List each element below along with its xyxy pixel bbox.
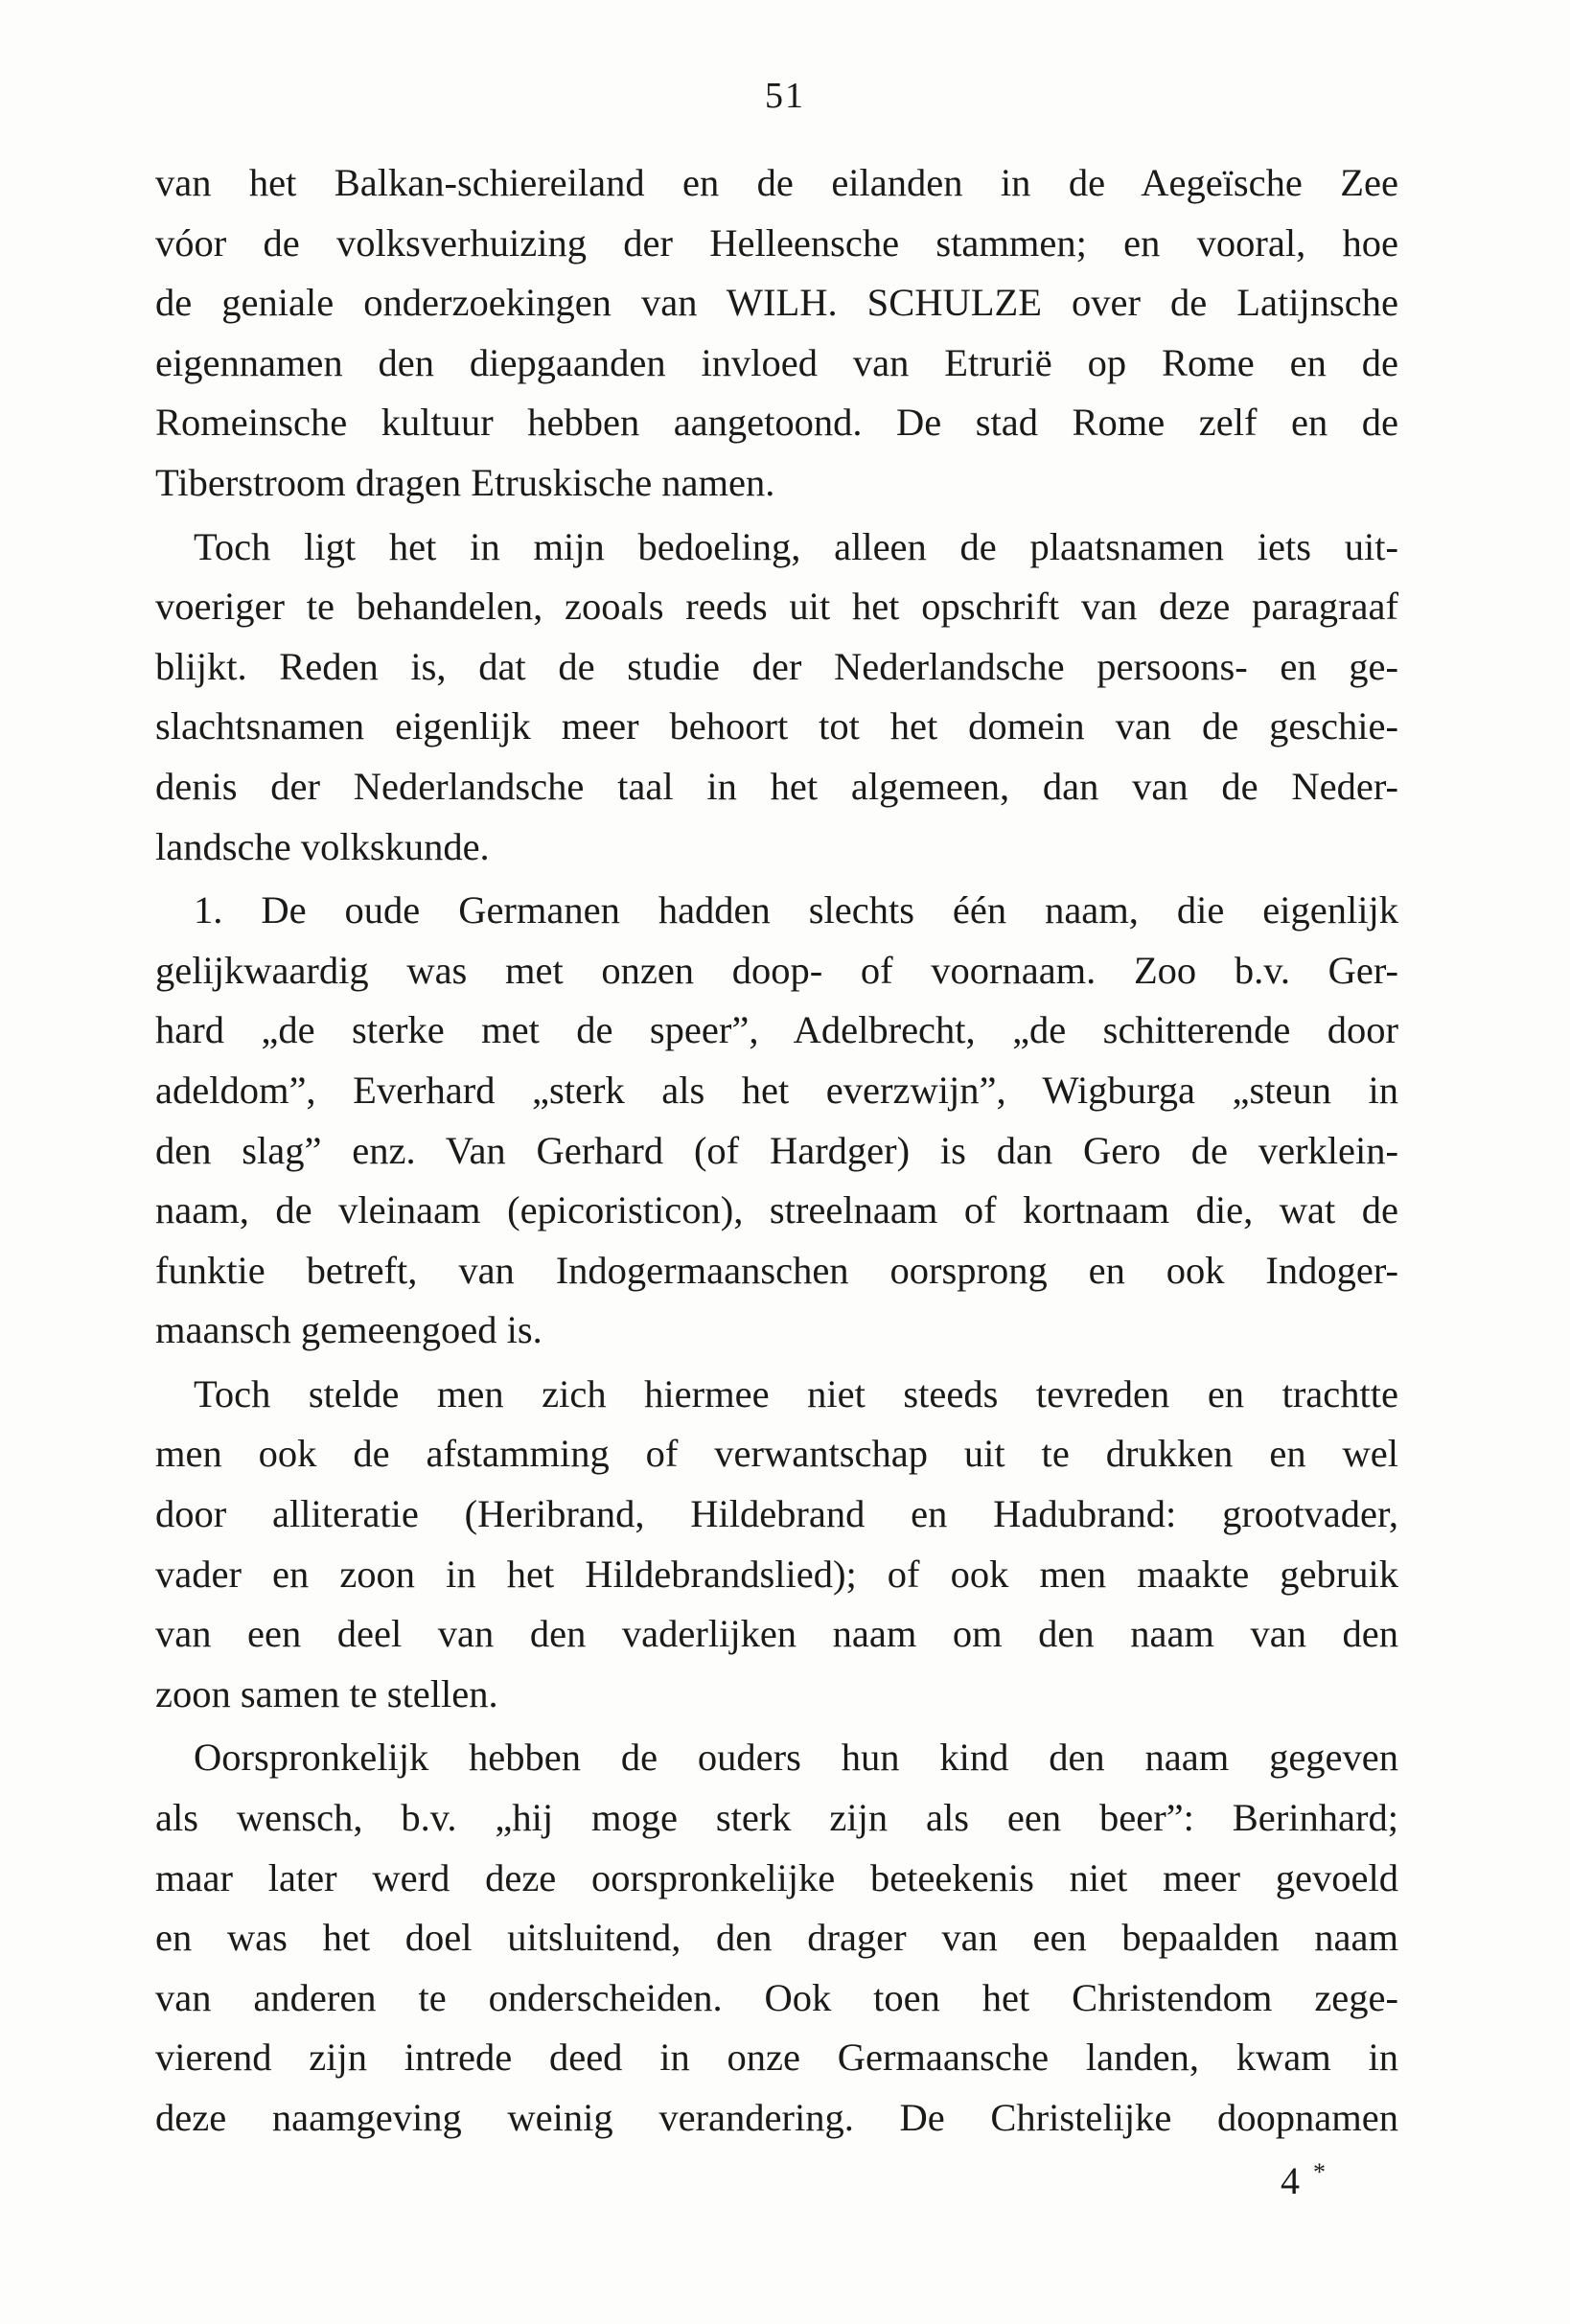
- signature-mark: [1281, 2158, 1326, 2203]
- text-line: adeldom”, Everhard „sterk als het everzwijn”, Wigburga „steun in: [155, 1068, 1398, 1112]
- text-line: vóor de volksverhuizing der Helleensche stammen; en vooral, hoe: [155, 220, 1398, 265]
- text-line: door alliteratie (Heribrand, Hildebrand en Hadubrand: grootvader,: [155, 1492, 1398, 1536]
- text-line: deze naamgeving weinig verandering. De Christelijke doopnamen: [155, 2096, 1398, 2139]
- text-line: den slag” enz. Van Gerhard (of Hardger) is dan Gero de verklein-: [155, 1128, 1398, 1172]
- text-line: van een deel van den vaderlijken naam om den naam van den: [155, 1612, 1398, 1656]
- text-line: eigennamen den diepgaanden invloed van Etrurië op Rome en de: [155, 340, 1398, 384]
- text-line: slachtsnamen eigenlijk meer behoort tot het domein van de geschie-: [155, 704, 1398, 748]
- page-number: 51: [765, 76, 805, 116]
- text-line: 1. De oude Germanen hadden slechts één naam, die eigenlijk: [194, 888, 1398, 932]
- text-line: van het Balkan-schiereiland en de eilanden in de Aegeïsche Zee: [155, 161, 1398, 204]
- text-line: van anderen te onderscheiden. Ook toen het Christendom zege-: [155, 1975, 1398, 2019]
- text-line: voeriger te behandelen, zooals reeds uit het opschrift van deze paragraaf: [155, 585, 1398, 629]
- text-line: zoon samen te stellen.: [155, 1671, 498, 1715]
- text-line: Toch ligt het in mijn bedoeling, alleen de plaatsnamen iets uit-: [194, 524, 1398, 568]
- text-line: gelijkwaardig was met onzen doop- of voornaam. Zoo b.v. Ger-: [155, 948, 1398, 992]
- text-line: blijkt. Reden is, dat de studie der Nederlandsche persoons- en ge-: [155, 644, 1398, 688]
- text-line: als wensch, b.v. „hij moge sterk zijn als een beer”: Berinhard;: [155, 1796, 1398, 1840]
- signature-number: 4: [1281, 2159, 1300, 2202]
- text-line: vierend zijn intrede deed in onze Germaansche landen, kwam in: [155, 2036, 1398, 2080]
- text-line: men ook de afstamming of verwantschap uit te drukken en wel: [155, 1432, 1398, 1476]
- text-line: landsche volkskunde.: [155, 824, 490, 868]
- text-line: vader en zoon in het Hildebrandslied); of ook men maakte gebruik: [155, 1552, 1398, 1596]
- text-line: en was het doel uitsluitend, den drager van een bepaalden naam: [155, 1916, 1398, 1960]
- text-line: de geniale onderzoekingen van WILH. SCHULZE over de Latijnsche: [155, 281, 1398, 325]
- text-line: Romeinsche kultuur hebben aangetoond. De stad Rome zelf en de: [155, 401, 1398, 445]
- text-line: maansch gemeengoed is.: [155, 1308, 543, 1352]
- text-line: maar later werd deze oorspronkelijke beteekenis niet meer gevoeld: [155, 1855, 1398, 1899]
- text-line: funktie betreft, van Indogermaanschen oorsprong en ook Indoger-: [155, 1248, 1398, 1292]
- text-line: naam, de vleinaam (epicoristicon), streelnaam of kortnaam die, wat de: [155, 1188, 1398, 1232]
- text-line: Oorspronkelijk hebben de ouders hun kind den naam gegeven: [194, 1736, 1398, 1780]
- text-line: Tiberstroom dragen Etruskische namen.: [155, 460, 775, 504]
- text-line: hard „de sterke met de speer”, Adelbrecht, „de schitterende door: [155, 1008, 1398, 1052]
- asterisk-icon: *: [1313, 2158, 1326, 2186]
- text-line: Toch stelde men zich hiermee niet steeds tevreden en trachtte: [194, 1371, 1398, 1415]
- body-text: [155, 153, 1398, 2149]
- text-line: denis der Nederlandsche taal in het algemeen, dan van de Neder-: [155, 764, 1398, 808]
